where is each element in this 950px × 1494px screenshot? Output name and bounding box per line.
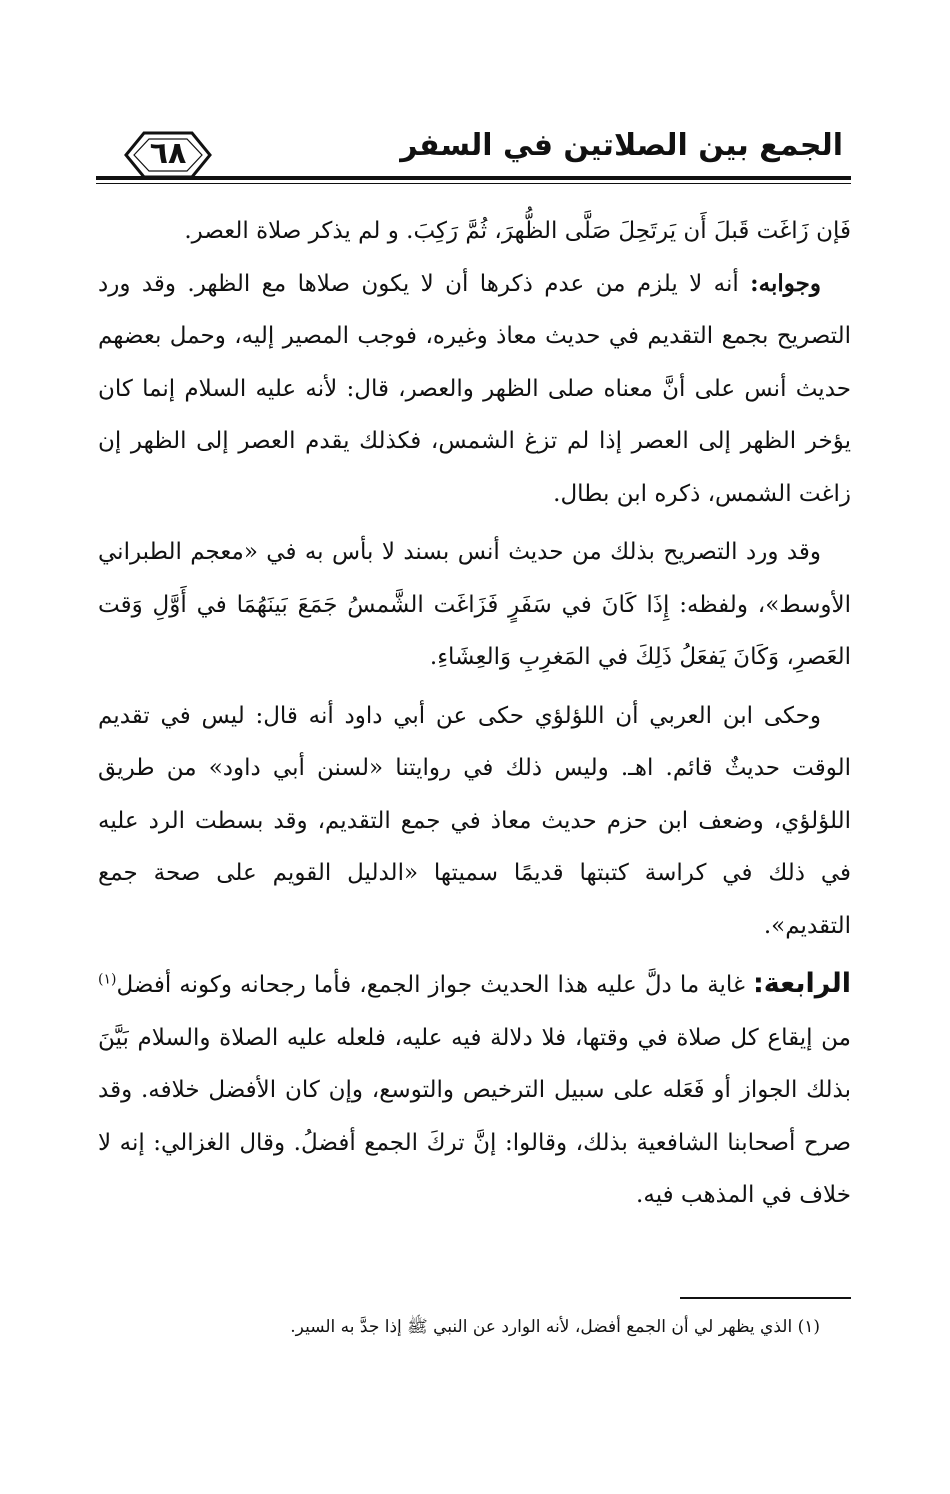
paragraph-5-text-b: من إيقاع كل صلاة في وقتها، فلا دلالة فيه عليه، فلعله عليه الصلاة والسلام بَيَّنَ بذلك الجواز أو فَعَله على سبيل الترخيص والتوسع، وإن كان الأفضل خلافه. وقد صرح أصحابنا الشافعية بذلك، وقالوا: إنَّ تركَ الجمع أفضلُ. وقال الغزالي: إنه لا خلاف في المذهب فيه.	[98, 1024, 851, 1208]
paragraph-2-lead: وجوابه:	[750, 269, 821, 297]
paragraph-2	[98, 258, 851, 521]
paragraph-2-text: أنه لا يلزم من عدم ذكرها أن لا يكون صلاها مع الظهر. وقد ورد التصريح بجمع التقديم في حديث معاذ وغيره، فوجب المصير إليه، وحمل بعضهم حديث أنس على أنَّ معناه صلى الظهر والعصر، قال: لأنه عليه السلام إنما كان يؤخر الظهر إلى العصر إذا لم تزغ الشمس، فكذلك يقدم العصر إلى الظهر إن زاغت الشمس، ذكره ابن بطال.	[98, 270, 851, 507]
footnote-separator	[680, 1297, 851, 1299]
paragraph-5	[98, 958, 851, 1222]
header-rule-thick	[96, 176, 851, 180]
page-number-badge	[118, 130, 218, 180]
running-title: الجمع بين الصلاتين في السفر	[400, 128, 843, 163]
paragraph-3: وقد ورد التصريح بذلك من حديث أنس بسند لا بأس به في «معجم الطبراني الأوسط»، ولفظه: إِذَا كَانَ في سَفَرٍ فَزَاغَت الشَّمسُ جَمَعَ بَينَهُمَا في أَوَّلِ وَقت العَصرِ، وَكَانَ يَفعَلُ ذَلِكَ في المَغرِبِ وَالعِشَاءِ.	[98, 539, 851, 670]
page-header	[96, 118, 851, 186]
paragraph-1: فَإن زَاغَت قَبلَ أَن يَرتَحِلَ صَلَّى الظُّهرَ، ثُمَّ رَكِبَ. و لم يذكر صلاة العصر.	[184, 218, 851, 244]
footnote-marker[interactable]: (١)	[98, 971, 117, 988]
paragraph-4: وحكى ابن العربي أن اللؤلؤي حكى عن أبي داود أنه قال: ليس في تقديم الوقت حديثٌ قائم. اهـ. وليس ذلك في روايتنا «لسنن أبي داود» من طريق اللؤلؤي، وضعف ابن حزم حديث معاذ في جمع التقديم، وقد بسطت الرد عليه في ذلك في كراسة كتبتها قديمًا سميتها «الدليل القويم على صحة جمع التقديم».	[98, 702, 851, 939]
paragraph-5-text-a: غاية ما دلَّ عليه هذا الحديث جواز الجمع، فأما رجحانه وكونه أفضل	[116, 972, 753, 998]
header-rule-thin	[96, 183, 851, 184]
section-heading-rabia: الرابعة:	[753, 968, 851, 999]
footnote: (١) الذي يظهر لي أن الجمع أفضل، لأنه الوارد عن النبي ﷺ إذا جدَّ به السير.	[290, 1317, 820, 1337]
page-number: ٦٨	[149, 136, 187, 171]
body-text	[98, 205, 851, 1222]
